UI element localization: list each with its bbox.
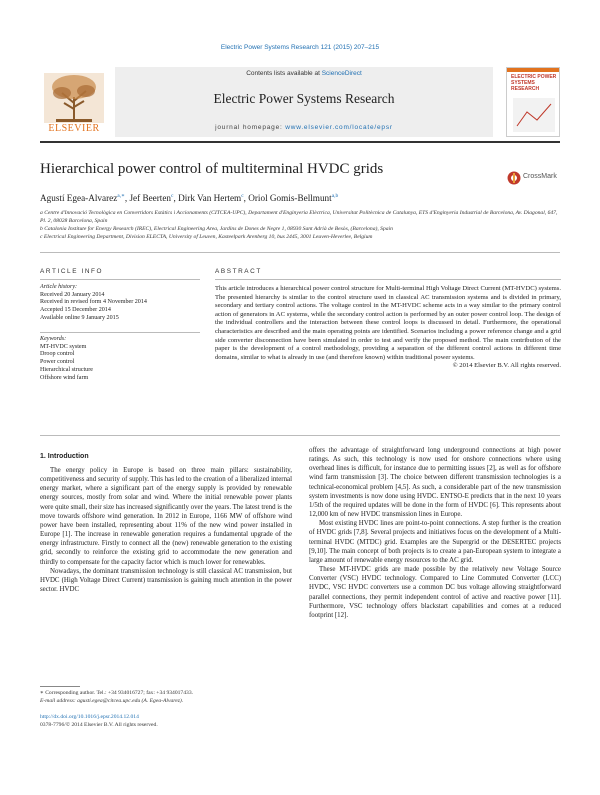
body-column-left: [40, 466, 292, 594]
keyword: Power control: [40, 359, 75, 366]
paragraph: Nowadays, the dominant transmission technology is still classical AC transmission, but HVDC (High Voltage Direct Current) transmission is gaining much attention in the power sector. HVDC: [40, 567, 292, 594]
doi-link[interactable]: http://dx.doi.org/10.1016/j.epsr.2014.12.014: [40, 714, 139, 720]
history-item: Accepted 15 December 2014: [40, 307, 111, 314]
contents-prefix: Contents lists available at: [246, 70, 322, 77]
crossmark-icon: [507, 171, 521, 185]
sciencedirect-link[interactable]: ScienceDirect: [321, 70, 362, 77]
author-name[interactable]: Jef Beerten: [129, 193, 172, 204]
body-column-right: [309, 446, 561, 620]
article-title: Hierarchical power control of multiterminal HVDC grids: [40, 161, 384, 177]
author-list: Agustí Egea-Alvarez$^{a,∗}$, Jef Beerten$^c$, Dirk Van Hertem$^c$, Oriol Gomis-Bellmunt$^{a,b}$: [40, 193, 339, 204]
introduction-heading: 1. Introduction: [40, 453, 89, 460]
author-affil-mark[interactable]: a,∗: [117, 193, 125, 199]
header-rule: [40, 141, 560, 143]
crossmark-badge[interactable]: [507, 169, 561, 193]
paragraph: Most existing HVDC lines are point-to-point connections. A step further is the creation of HVDC grids [7,8]. Several projects and initiatives focus on the development of a Multi-terminal HVDC (MTDC) grid. Examples are the Supergrid or the DESERTEC projects [9,10]. The main concept of both projects is to create a pan-European system to integrate a large amount of renewable energy resources to the AC grid.: [309, 520, 561, 564]
publisher-logo-text: ELSEVIER: [48, 123, 100, 134]
cover-image: [513, 98, 555, 132]
article-history: [40, 284, 200, 323]
paragraph: offers the advantage of straightforward long underground connections at high power ratings. As such, this technology is now used for onshore connections where using overhead lines is difficult, for instance due to permitting issues [2], as well as for offshore wind farm transmission [3]. The choice between different transmission technologies is a technical-economical problem [4,5]. As such, a considerable part of the new transmission system investments is now done using HVDC. ENTSO-E predicts that in the next 10 years 1/5th of the required updates will be done in the form of HVDC [6]. This represents about 12,000 km of new HVDC transmission lines in Europe.: [309, 447, 561, 519]
history-item: Available online 9 January 2015: [40, 314, 119, 321]
keyword: Offshore wind farm: [40, 374, 89, 381]
author-name[interactable]: Dirk Van Hertem: [178, 193, 242, 204]
keyword: MT-HVDC system: [40, 343, 87, 350]
affiliation: a Centre d'Innovació Tecnològica en Convertidors Estàtics i Accionaments (CITCEA-UPC), Departament d'Enginyeria Elèctrica, Universitat Politècnica de Catalunya, ETS d'Enginyeria Industrial de Barcelona, Av. Diagonal, 647, Pl. 2, 08028 Barcelona, Spain: [40, 210, 558, 224]
article-info-heading: ARTICLE INFO: [40, 268, 104, 275]
footnote-rule: [40, 686, 80, 687]
journal-homepage: [115, 124, 493, 131]
author-name[interactable]: Agustí Egea-Alvarez: [40, 193, 118, 204]
abstract-copyright: © 2014 Elsevier B.V. All rights reserved.: [452, 362, 561, 370]
keywords-block: [40, 336, 200, 382]
info-rule: [40, 279, 200, 280]
section-rule: [40, 252, 560, 253]
crossmark-label: CrossMark: [523, 173, 557, 180]
info-rule: [40, 332, 200, 333]
keywords-label: Keywords:: [40, 336, 67, 342]
journal-cover-thumbnail[interactable]: [506, 67, 560, 137]
history-label: Article history:: [40, 284, 78, 290]
homepage-prefix: journal homepage:: [215, 124, 286, 131]
history-item: Received 20 January 2014: [40, 291, 105, 298]
paragraph: These MT-HVDC grids are made possible by the relatively new Voltage Source Converter (VSC) HVDC technology. Compared to Line Commuted Converter (LCC) HVDC, VSC HVDC converters use a common DC bus voltage allowing straightforward parallel connections, they permit independent control of active and reactive power [11]. Furthermore, VSC technology offers blackstart capabilities and comes at a reduced footprint [12].: [309, 566, 561, 619]
abstract-body: [215, 285, 561, 371]
issn-line: 0378-7796/© 2014 Elsevier B.V. All rights reserved.: [40, 722, 158, 728]
author-affil-mark[interactable]: c: [241, 193, 244, 199]
keyword: Droop control: [40, 351, 75, 358]
abstract-heading: ABSTRACT: [215, 268, 262, 275]
cover-title: ELECTRIC POWER SYSTEMS RESEARCH: [511, 74, 557, 92]
abstract-rule: [215, 279, 561, 280]
journal-reference[interactable]: Electric Power Systems Research 121 (2015) 207–215: [220, 44, 380, 51]
author-name[interactable]: Oriol Gomis-Bellmunt: [248, 193, 332, 204]
contents-line: [115, 70, 493, 77]
corresponding-author-note: ∗ Corresponding author. Tel.: +34 934016727; fax: +34 934017433.: [40, 690, 194, 696]
author-affil-mark[interactable]: c: [171, 193, 174, 199]
homepage-link[interactable]: www.elsevier.com/locate/epsr: [285, 124, 393, 131]
email-note[interactable]: E-mail address: agusti.egea@citcea.upc.edu (A. Egea-Alvarez).: [40, 698, 184, 704]
history-item: Received in revised form 4 November 2014: [40, 299, 147, 306]
affiliation: b Catalonia Institute for Energy Research (IREC), Electrical Engineering Area, Jardins de Dones de Negre 1, 08930 Sant Adrià de Besòs, (Barcelona), Spain: [40, 226, 393, 232]
keyword: Hierarchical structure: [40, 366, 93, 373]
paragraph: The energy policy in Europe is based on three main pillars: sustainability, competitiveness and security of supply. This has led to the creation of a liberalized internal energy market, where a significant part of the energy supply is provided by renewable energy sources, mostly from solar and wind. Where the initial renewable power plants were quite small, their size has increased significantly over the years. The latest trend is the move towards offshore wind generation. In 2012 in Europe, 1166 MW of offshore wind power have been installed, representing about 11% of the new wind power installed in Europe [1]. The increase in renewable generation requires a fundamental upgrade of the energy infrastructure. Firstly to connect all the (new) renewable generation to the existing grid, secondly to reinforce the existing grid to accommodate the new generation and thirdly to compensate for the capacity factor which is much lower for renewables.: [40, 467, 292, 566]
banner-center: [115, 67, 493, 137]
author-affil-mark[interactable]: a,b: [331, 193, 339, 199]
journal-title: Electric Power Systems Research: [213, 91, 395, 106]
section-rule: [40, 435, 560, 436]
journal-banner: [40, 67, 560, 137]
affiliation: c Electrical Engineering Department, Division ELECTA, University of Leuven, Kasteelpark Arenberg 10, bus 2445, 3001 Leuven-Heverlee, Belgium: [40, 234, 373, 240]
abstract-text: This article introduces a hierarchical power control structure for Multi-terminal High Voltage Direct Current (MT-HVDC) systems. The presented hierarchy is similar to the control structure used in classical AC transmission systems and is divided in primary, secondary and tertiary control actions. The voltage control in the MT-HVDC scheme acts in a way similar to the primary control action of generators in AC systems, while the secondary control action is performed by an outer power control loop. The design of the individual controllers and the interaction between these control loops is discussed in detail. Furthermore, the operational characteristics are described and the main operating points are identified. Scenarios including a power reference change and a grid side converter disconnection have been simulated in order to test and verify the proposed method. The main contribution of the paper is the development of a control methodology, providing a separation of the different control actions in different time domains, similar to what is already in use (and therefore known) within traditional power systems.: [215, 285, 561, 361]
